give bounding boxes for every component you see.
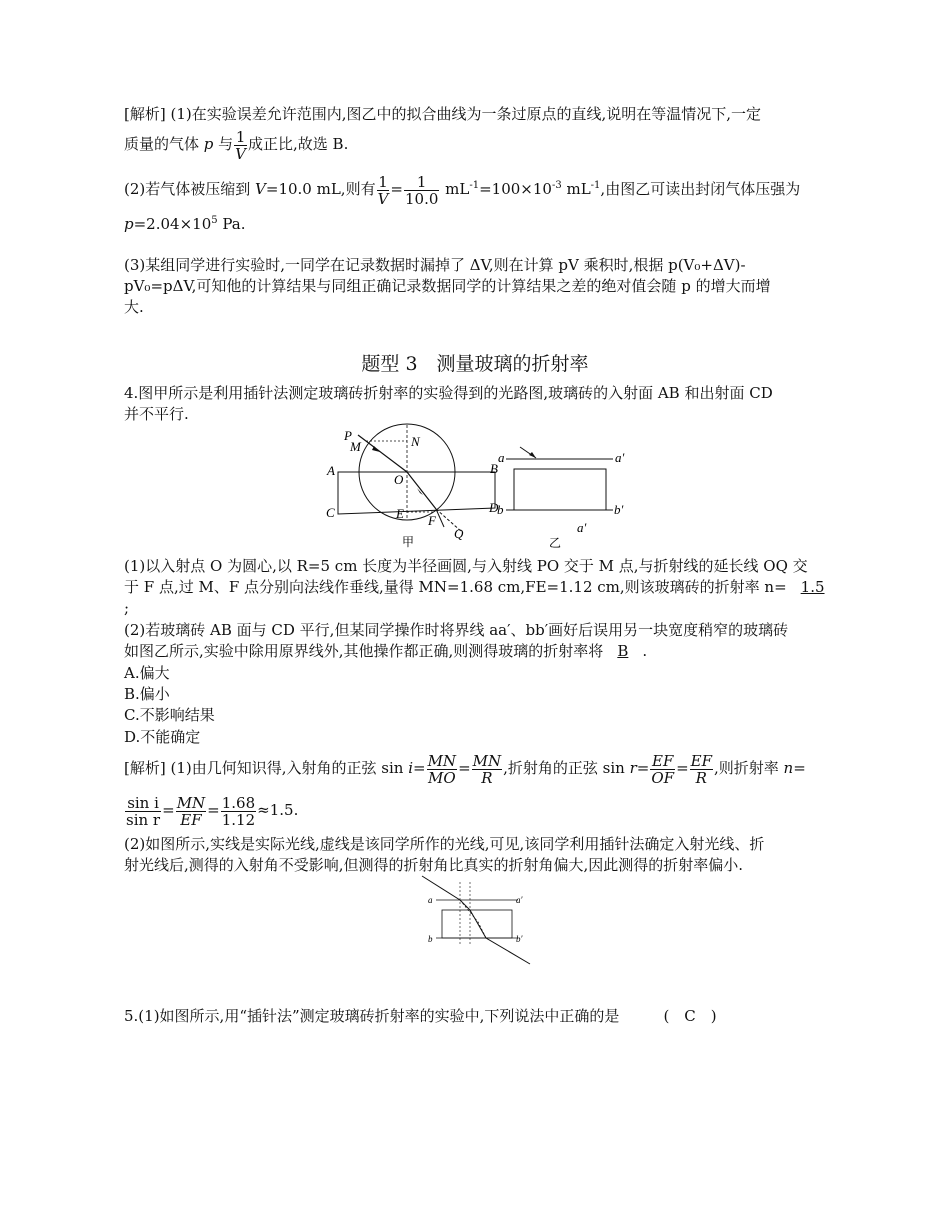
refracted-ray bbox=[407, 472, 436, 509]
label-O: O bbox=[394, 472, 404, 487]
fraction-1-over-10: $\frac{1}{10.0}$ bbox=[405, 172, 439, 208]
q4-stem-line1: 4.图甲所示是利用插针法测定玻璃砖折射率的实验得到的光路图,玻璃砖的入射面 AB 和出射面 CD bbox=[124, 384, 773, 402]
label-F: F bbox=[428, 513, 436, 528]
q5-stem: 5.(1)如图所示,用“插针法”测定玻璃砖折射率的实验中,下列说法中正确的是 ( C ) bbox=[124, 1007, 717, 1025]
narrow-glass-block bbox=[514, 469, 606, 510]
label-M: M bbox=[350, 439, 361, 454]
q4-part2-line1: (2)若玻璃砖 AB 面与 CD 平行,但某同学操作时将界线 aa′、bb′画好后误用另一块宽度稍窄的玻璃砖 bbox=[124, 621, 789, 639]
label-b-prime: b′ bbox=[614, 502, 624, 517]
answer-blank-2: B bbox=[617, 642, 629, 660]
incident-ray bbox=[358, 435, 407, 472]
analysis2-line4: 射光线后,测得的入射角不受影响,但测得的折射角比真实的折射角偏大,因此测得的折射率偏小. bbox=[124, 856, 744, 874]
q4-part1-line1: (1)以入射点 O 为圆心,以 R=5 cm 长度为半径画圆,与入射线 PO 交于 M 点,与折射线的延长线 OQ 交 bbox=[124, 557, 808, 575]
analysis2-line3: (2)如图所示,实线是实际光线,虚线是该同学所作的光线,可见,该同学利用插针法确定入射光线、折 bbox=[124, 835, 765, 853]
arrow bbox=[529, 452, 536, 458]
caption-yi: 乙 bbox=[549, 536, 562, 550]
analysis2-line1: [解析] (1)由几何知识得,入射角的正弦 sin i= $\frac{MN}{MO}$ = $\frac{MN}{R}$ ,折射角的正弦 sin r= $\frac{EF}{OF}$ = $\frac{EF}{R}$ ,则折射率 n= bbox=[124, 751, 806, 787]
label-b: b bbox=[428, 934, 433, 944]
label-a: a bbox=[498, 450, 505, 465]
analysis1-line3: (2)若气体被压缩到 V=10.0 mL,则有 $\frac{1}{V}$ = $\frac{1}{10.0}$ $mL^{-1}=100\times 10^{-3}$ $mL^{-1}$,由图乙可读出封闭气体压强为 bbox=[124, 172, 801, 208]
q4-part1-line2: 于 F 点,过 M、F 点分别向法线作垂线,量得 MN=1.68 cm,FE=1.12 cm,则该玻璃砖的折射率 n= 1.5 bbox=[124, 577, 839, 597]
label-a: a bbox=[428, 895, 433, 905]
q4-part2-line2: 如图乙所示,实验中除用原界线外,其他操作都正确,则测得玻璃的折射率将 B . bbox=[124, 642, 648, 660]
glass-block-outline bbox=[338, 472, 495, 514]
label-E: E bbox=[396, 506, 404, 521]
answer-blank-1: 1.5 bbox=[800, 578, 825, 596]
analysis1-line6: pV₀=pΔV,可知他的计算结果与同组正确记录数据同学的计算结果之差的绝对值会随 p 的增大而增 bbox=[124, 277, 771, 295]
q4-part1-line3: ; bbox=[124, 599, 130, 617]
glass-block bbox=[442, 910, 512, 938]
label-N: N bbox=[411, 434, 420, 449]
option-c: C.不影响结果 bbox=[124, 706, 215, 724]
label-b-prime: b′ bbox=[516, 934, 523, 944]
label-a-prime-2: a′ bbox=[577, 520, 587, 535]
figure-jia-yi bbox=[320, 420, 640, 555]
option-d: D.不能确定 bbox=[124, 728, 201, 746]
figure-analysis2 bbox=[418, 872, 538, 970]
label-P: P bbox=[344, 428, 352, 443]
label-A: A bbox=[327, 463, 335, 478]
label-a-prime: a′ bbox=[516, 895, 523, 905]
option-a: A.偏大 bbox=[124, 664, 170, 682]
analysis1-line1: [解析] (1)在实验误差允许范围内,图乙中的拟合曲线为一条过原点的直线,说明在等温情况下,一定 bbox=[124, 105, 762, 123]
option-b: B.偏小 bbox=[124, 685, 170, 703]
oq-extension bbox=[436, 509, 444, 527]
fraction-1-over-V: $\frac{1}{V}$ bbox=[377, 172, 389, 208]
label-b: b bbox=[497, 502, 504, 517]
q4-stem-line2: 并不平行. bbox=[124, 405, 189, 423]
analysis1-line5: (3)某组同学进行实验时,一同学在记录数据时漏掉了 ΔV,则在计算 pV 乘积时,根据 p(V₀+ΔV)- bbox=[124, 256, 746, 274]
analysis2-line2: $\frac{\text{sin i}}{\text{sin r}}$ = $\frac{MN}{EF}$ = $\frac{1.68}{1.12}$ ≈1.5. bbox=[126, 793, 299, 829]
label-C: C bbox=[326, 505, 335, 520]
analysis1-line7: 大. bbox=[124, 298, 144, 316]
label-B: B bbox=[490, 461, 498, 476]
apparent-ray bbox=[460, 900, 486, 938]
analysis1-line4: $p=2.04\times 10^5$ Pa. bbox=[124, 215, 246, 233]
section-title: 题型 3 测量玻璃的折射率 bbox=[361, 353, 589, 375]
q5-answer: ( C ) bbox=[663, 1007, 717, 1025]
label-a-prime: a′ bbox=[615, 450, 625, 465]
fraction-1-over-V: $\frac{1}{V}$ bbox=[235, 127, 247, 163]
analysis1-line2: 质量的气体 p 与 $\frac{1}{V}$ 成正比,故选 B. bbox=[124, 127, 349, 163]
caption-jia: 甲 bbox=[402, 535, 415, 549]
label-D: D bbox=[489, 500, 499, 515]
label-Q: Q bbox=[454, 526, 464, 541]
